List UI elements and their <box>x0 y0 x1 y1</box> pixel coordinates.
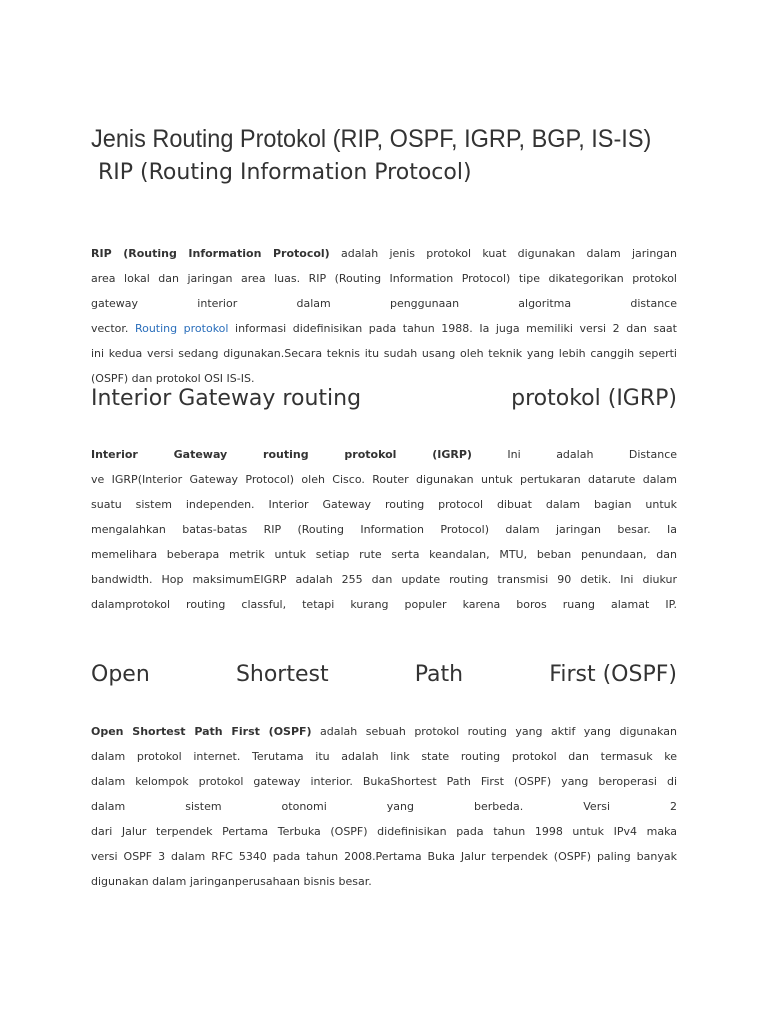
rip-bold-term: RIP (Routing Information Protocol) <box>91 247 330 260</box>
ospf-line-1-text: adalah sebuah protokol routing yang aktif yang digunakan <box>311 725 677 738</box>
igrp-line-1 <box>91 442 677 467</box>
ospf-line-3: dalam kelompok protokol gateway interior. BukaShortest Path First (OSPF) yang beroperasi di <box>91 775 677 788</box>
ospf-bold-term: Open Shortest Path First (OSPF) <box>91 725 312 738</box>
routing-protokol-link[interactable]: Routing protokol <box>134 322 229 335</box>
rip-heading: RIP (Routing Information Protocol) <box>98 160 472 185</box>
rip-line-4-text: informasi didefinisikan pada tahun 1988. Ia juga memiliki versi 2 dan saat <box>228 322 677 335</box>
rip-line-2: area lokal dan jaringan area luas. RIP (Routing Information Protocol) tipe dikategorikan protokol <box>91 272 677 285</box>
ospf-line-6: versi OSPF 3 dalam RFC 5340 pada tahun 2008.Pertama Buka Jalur terpendek (OSPF) paling banyak <box>91 850 677 863</box>
ospf-line-1 <box>91 719 677 744</box>
rip-line-6: (OSPF) dan protokol OSI IS-IS. <box>91 372 255 385</box>
ospf-line-5: dari Jalur terpendek Pertama Terbuka (OSPF) didefinisikan pada tahun 1998 untuk IPv4 maka <box>91 825 677 838</box>
ospf-line-7: digunakan dalam jaringanperusahaan bisnis besar. <box>91 875 372 888</box>
igrp-heading-left: Interior Gateway routing <box>91 386 362 411</box>
rip-line-1-text: adalah jenis protokol kuat digunakan dalam jaringan <box>329 247 677 260</box>
igrp-heading-right: protokol (IGRP) <box>511 386 677 411</box>
ospf-line-4: dalam sistem otonomi yang berbeda. Versi 2 <box>91 800 677 813</box>
page-title: Jenis Routing Protokol (RIP, OSPF, IGRP, BGP, IS-IS) <box>91 125 652 153</box>
igrp-line-6: bandwidth. Hop maksimumEIGRP adalah 255 dan update routing transmisi 90 detik. Ini diukur <box>91 573 677 586</box>
ospf-heading <box>91 660 677 690</box>
ospf-paragraph <box>91 719 677 894</box>
igrp-line-4: mengalahkan batas-batas RIP (Routing Information Protocol) dalam jaringan besar. Ia <box>91 523 677 536</box>
rip-paragraph <box>91 241 677 391</box>
ospf-heading-word-3: Path <box>414 662 464 687</box>
rip-line-3: gateway interior dalam penggunaan algoritma distance <box>91 297 677 310</box>
ospf-heading-word-1: Open <box>91 662 150 687</box>
igrp-line-7: dalamprotokol routing classful, tetapi kurang populer karena boros ruang alamat IP. <box>91 598 677 611</box>
rip-line-4-pre: vector. <box>91 322 135 335</box>
igrp-paragraph <box>91 442 677 617</box>
igrp-bold-term: Interior Gateway routing protokol (IGRP) <box>91 448 472 461</box>
rip-line-5: ini kedua versi sedang digunakan.Secara teknis itu sudah usang oleh teknik yang lebih canggih seperti <box>91 347 677 360</box>
ospf-line-2: dalam protokol internet. Terutama itu adalah link state routing protokol dan termasuk ke <box>91 750 677 763</box>
igrp-line-2: ve IGRP(Interior Gateway Protocol) oleh Cisco. Router digunakan untuk pertukaran datarute dalam <box>91 473 677 486</box>
igrp-heading <box>91 384 677 414</box>
ospf-heading-word-4: First (OSPF) <box>549 662 677 687</box>
ospf-heading-word-2: Shortest <box>235 662 329 687</box>
rip-line-4 <box>91 316 677 341</box>
rip-line-1 <box>91 241 677 266</box>
igrp-line-5: memelihara beberapa metrik untuk setiap rute serta keandalan, MTU, beban penundaan, dan <box>91 548 677 561</box>
igrp-line-1-text: Ini adalah Distance <box>471 448 677 461</box>
igrp-line-3: suatu sistem independen. Interior Gateway routing protocol dibuat dalam bagian untuk <box>91 498 677 511</box>
